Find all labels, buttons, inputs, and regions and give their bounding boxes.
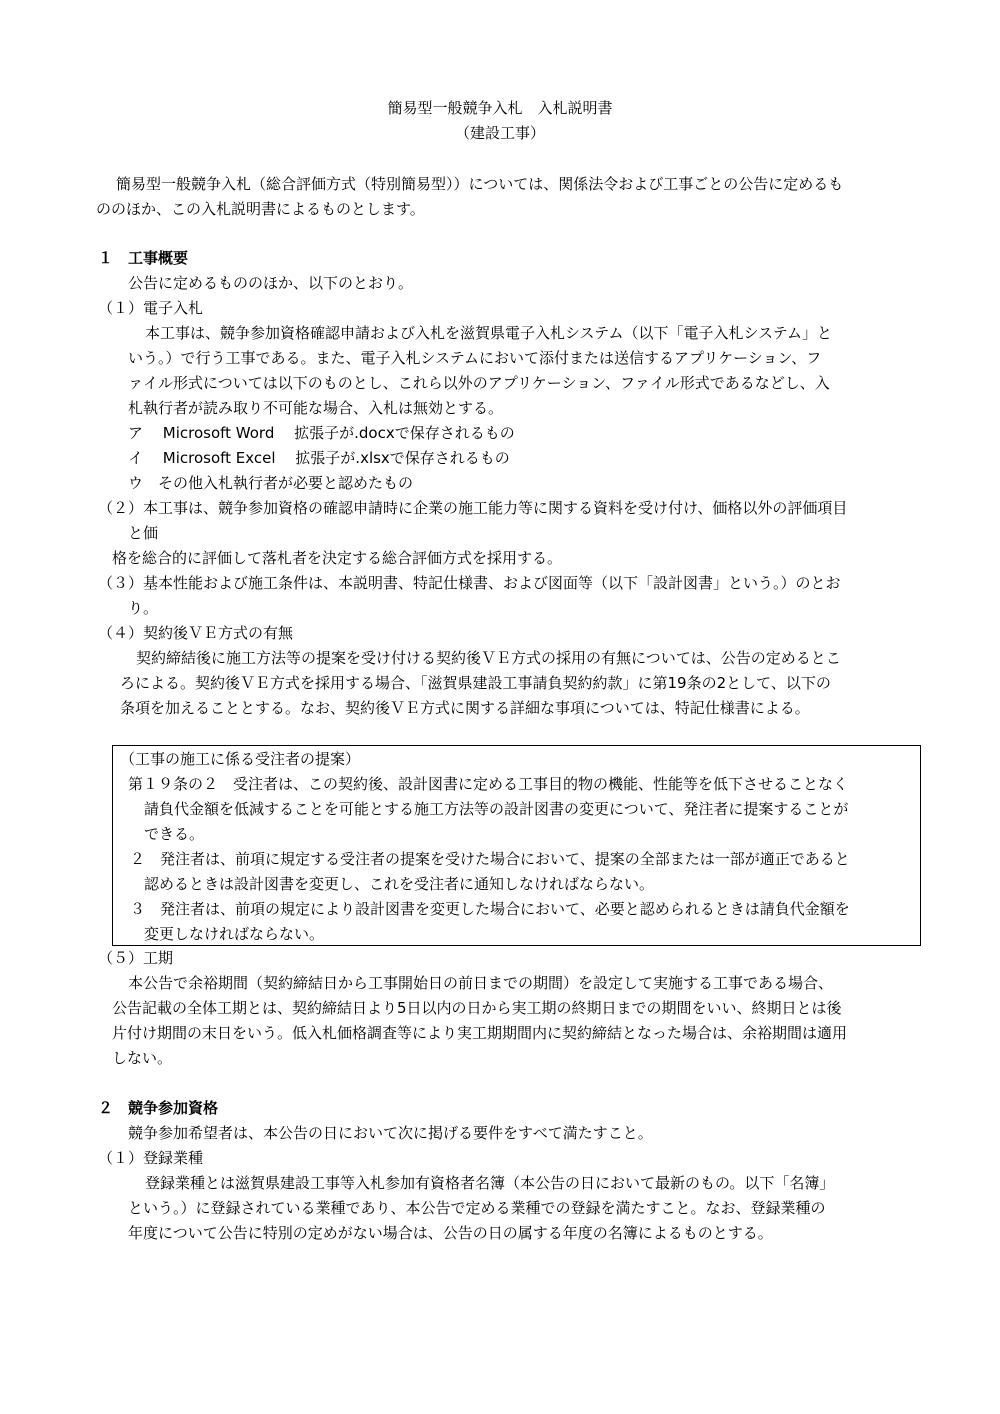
list-item: ウ その他入札執行者が必要と認めたもの — [128, 474, 414, 492]
intro-line: ののほか、この入札説明書によるものとします。 — [96, 200, 425, 218]
item-body-line: 登録業種とは滋賀県建設工事等入札参加有資格者名簿（本公告の日において最新のもの。以下「名簿」 — [145, 1174, 835, 1192]
item-line: り。 — [128, 599, 159, 617]
item-body-line: 条項を加えることとする。なお、契約後ＶＥ方式に関する詳細な事項については、特記仕様書による。 — [120, 699, 810, 717]
clause-line: 変更しなければならない。 — [144, 925, 325, 943]
item-title: （１）登録業種 — [98, 1149, 204, 1167]
clause-line: ３ 発注者は、前項の規定により設計図書を変更した場合において、必要と認められるときは請負代金額を — [130, 900, 850, 918]
clause-line: 認めるときは設計図書を変更し、これを受注者に通知しなければならない。 — [144, 875, 655, 893]
section-lead: 公告に定めるもののほか、以下のとおり。 — [128, 274, 414, 292]
item-title: （１）電子入札 — [98, 299, 204, 317]
item-line: 格を総合的に評価して落札者を決定する総合評価方式を採用する。 — [112, 549, 563, 567]
item-title: （４）契約後ＶＥ方式の有無 — [98, 624, 294, 642]
item-body-line: ァイル形式については以下のものとし、これら以外のアプリケーション、ファイル形式であるなどし、入 — [128, 374, 830, 392]
clause-line: 請負代金額を低減することを可能とする施工方法等の設計図書の変更について、発注者に提案することが — [144, 800, 849, 818]
clause-line: 第１９条の２ 受注者は、この契約後、設計図書に定める工事目的物の機能、性能等を低下させることなく — [128, 775, 849, 793]
list-item: ア Microsoft Word 拡張子が.docxで保存されるもの — [128, 424, 515, 442]
section-lead: 競争参加希望者は、本公告の日において次に掲げる要件をすべて満たすこと。 — [128, 1124, 653, 1142]
clause-line: できる。 — [144, 825, 205, 843]
intro-line: 簡易型一般競争入札（総合評価方式（特別簡易型））については、関係法令および工事ごとの公告に定めるも — [116, 175, 844, 193]
clause-line: （工事の施工に係る受注者の提案） — [120, 750, 361, 768]
item-body-line: 年度について公告に特別の定めがない場合は、公告の日の属する年度の名簿によるものとする。 — [128, 1224, 773, 1242]
item-body-line: 本公告で余裕期間（契約締結日から工事開始日の前日までの期間）を設定して実施する工事である場合、 — [128, 974, 834, 992]
item-body-line: という。）に登録されている業種であり、本公告で定める業種での登録を満たすこと。なお、登録業種の — [128, 1199, 826, 1217]
item-body-line: 札執行者が読み取り不可能な場合、入札は無効とする。 — [128, 399, 504, 417]
item-line: （３）基本性能および施工条件は、本説明書、特記仕様書、および図面等（以下「設計図書」という。）のとお — [98, 574, 841, 592]
item-body-line: 契約締結後に施工方法等の提案を受け付ける契約後ＶＥ方式の採用の有無については、公告の定めるとこ — [136, 649, 841, 667]
document-subtitle: （建設工事） — [454, 124, 545, 142]
section-heading: １ 工事概要 — [98, 249, 189, 267]
list-item: イ Microsoft Excel 拡張子が.xlsxで保存されるもの — [128, 449, 510, 467]
item-body-line: ろによる。契約後ＶＥ方式を採用する場合、「滋賀県建設工事請負契約約款」に第19条の2として、以下の — [120, 674, 831, 692]
item-line: と価 — [128, 524, 159, 542]
item-title: （５）工期 — [98, 949, 174, 967]
item-body-line: 公告記載の全体工期とは、契約締結日より5日以内の日から実工期の終期日までの期間をいい、終期日とは後 — [112, 999, 842, 1017]
document-title: 簡易型一般競争入札 入札説明書 — [387, 99, 613, 117]
item-body-line: 片付け期間の末日をいう。低入札価格調査等により実工期期間内に契約締結となった場合は、余裕期間は適用 — [112, 1024, 848, 1042]
section-heading: ２ 競争参加資格 — [98, 1099, 219, 1117]
item-line: （２）本工事は、競争参加資格の確認申請時に企業の施工能力等に関する資料を受け付け、価格以外の評価項目 — [98, 499, 848, 517]
item-body-line: しない。 — [112, 1049, 173, 1067]
item-body-line: いう。）で行う工事である。また、電子入札システムにおいて添付または送信するアプリケーション、フ — [128, 349, 822, 367]
clause-line: ２ 発注者は、前項に規定する受注者の提案を受けた場合において、提案の全部または一部が適正であると — [130, 850, 850, 868]
item-body-line: 本工事は、競争参加資格確認申請および入札を滋賀県電子入札システム（以下「電子入札システム」と — [145, 324, 833, 342]
